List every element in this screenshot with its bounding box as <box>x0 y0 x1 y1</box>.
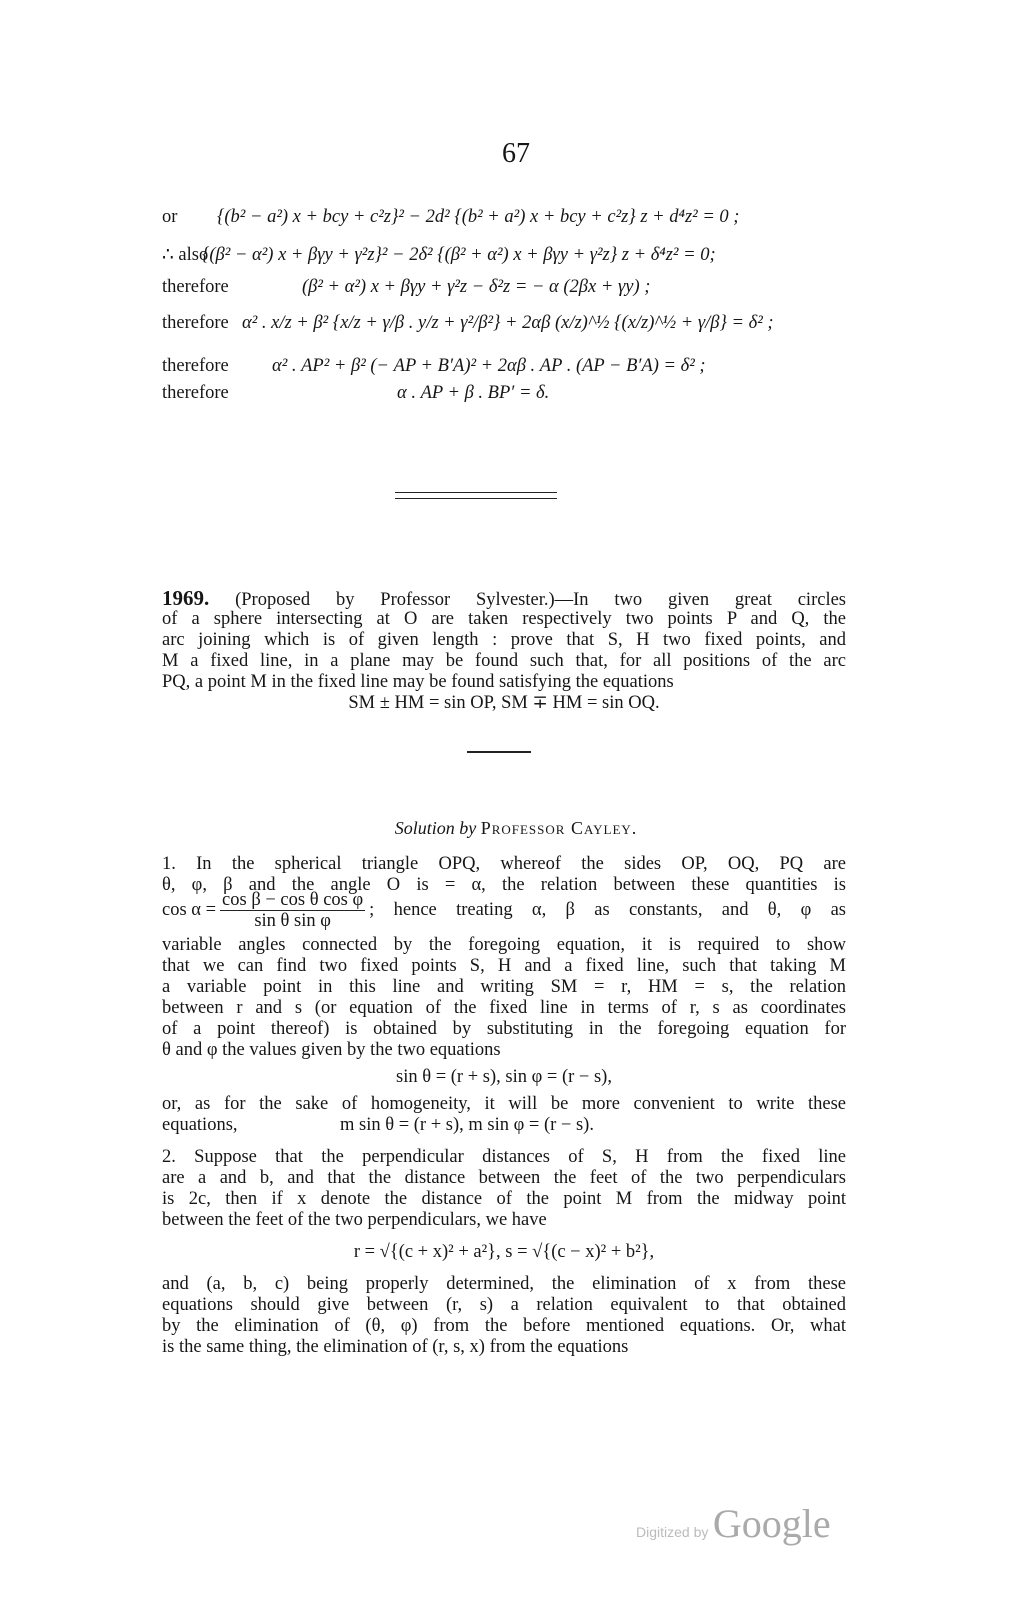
equation-label: or <box>162 207 178 227</box>
double-rule-bottom <box>395 498 557 499</box>
problem-line: of a sphere intersecting at O are taken respectively two points P and Q, the <box>162 609 846 629</box>
problem-line: PQ, a point M in the fixed line may be found satisfying the equations <box>162 672 674 692</box>
equation-m-sin: m sin θ = (r + s), m sin φ = (r − s). <box>340 1115 594 1135</box>
page-number: 67 <box>502 138 530 169</box>
solution-line: that we can find two fixed points S, H and a fixed line, such that taking M <box>162 956 846 976</box>
solution-line: 2. Suppose that the perpendicular distances of S, H from the fixed line <box>162 1147 846 1167</box>
solution-line: a variable point in this line and writing SM = r, HM = s, the relation <box>162 977 846 997</box>
solution-line: is the same thing, the elimination of (r, s, x) from the equations <box>162 1337 629 1357</box>
equation: α² . AP² + β² (− AP + B′A)² + 2αβ . AP . (AP − B′A) = δ² ; <box>272 356 706 376</box>
equation: (β² + α²) x + βγy + γ²z − δ²z = − α (2βx + γy) ; <box>302 277 651 297</box>
solution-line: are a and b, and that the distance between the feet of the two perpendiculars <box>162 1168 846 1188</box>
cos-equation: cos α = $\frac{\text{cos β − cos θ cos φ}}{\text{sin θ sin φ}}$ ; hence treating α, β as constants, and θ, φ as <box>162 890 846 931</box>
solution-line: between the feet of the two perpendiculars, we have <box>162 1210 547 1230</box>
problem-line: M a fixed line, in a plane may be found such that, for all positions of the arc <box>162 651 846 671</box>
problem-equation: SM ± HM = sin OP, SM ∓ HM = sin OQ. <box>348 693 660 713</box>
equation-label: ∴ also <box>162 245 209 265</box>
solution-line: by the elimination of (θ, φ) from the before mentioned equations. Or, what <box>162 1316 846 1336</box>
equation: α . AP + β . BP′ = δ. <box>397 383 550 403</box>
equation-sin: sin θ = (r + s), sin φ = (r − s), <box>396 1067 612 1087</box>
solution-line: variable angles connected by the foregoing equation, it is required to show <box>162 935 846 955</box>
double-rule-top <box>395 492 557 493</box>
equation-label: therefore <box>162 313 229 333</box>
equation-label: therefore <box>162 383 229 403</box>
solution-line: θ, φ, β and the angle O is = α, the relation between these quantities is <box>162 875 846 895</box>
solution-line: or, as for the sake of homogeneity, it will be more convenient to write these <box>162 1094 846 1114</box>
solution-heading: Solution by Professor Cayley. <box>394 818 638 838</box>
solution-line: between r and s (or equation of the fixed line in terms of r, s as coordinates <box>162 998 846 1018</box>
equation-label: therefore <box>162 356 229 376</box>
problem-line-0 <box>162 588 846 611</box>
problem-line: arc joining which is of given length : prove that S, H two fixed points, and <box>162 630 846 650</box>
solution-line: equations should give between (r, s) a relation equivalent to that obtained <box>162 1295 846 1315</box>
solution-line: and (a, b, c) being properly determined, the elimination of x from these <box>162 1274 846 1294</box>
problem-text: (Proposed by Professor Sylvester.)—In two given great circles <box>235 590 846 610</box>
problem-number: 1969. <box>162 586 210 610</box>
cos-fraction: $\frac{\text{cos β − cos θ cos φ}}{\text{sin θ sin φ}}$ <box>222 890 364 931</box>
solution-line: θ and φ the values given by the two equations <box>162 1040 501 1060</box>
google-watermark: Digitized by Google <box>636 1501 831 1546</box>
equation-label: therefore <box>162 277 229 297</box>
equation: α² . x/z + β² {x/z + γ/β . y/z + γ²/β²} + 2αβ (x/z)^½ {(x/z)^½ + γ/β} = δ² ; <box>242 313 774 333</box>
solution-line: of a point thereof) is obtained by substituting in the foregoing equation for <box>162 1019 846 1039</box>
solution-line: is 2c, then if x denote the distance of the point M from the midway point <box>162 1189 846 1209</box>
equation: {(β² − α²) x + βγy + γ²z}² − 2δ² {(β² + α²) x + βγy + γ²z} z + δ⁴z² = 0; <box>202 245 716 265</box>
solution-line: 1. In the spherical triangle OPQ, whereof the sides OP, OQ, PQ are <box>162 854 846 874</box>
equation-r-s: r = √{(c + x)² + a²}, s = √{(c − x)² + b²}, <box>353 1242 655 1262</box>
section-rule <box>467 751 531 753</box>
solution-line: equations, <box>162 1115 238 1135</box>
equation: {(b² − a²) x + bcy + c²z}² − 2d² {(b² + a²) x + bcy + c²z} z + d⁴z² = 0 ; <box>217 207 740 227</box>
